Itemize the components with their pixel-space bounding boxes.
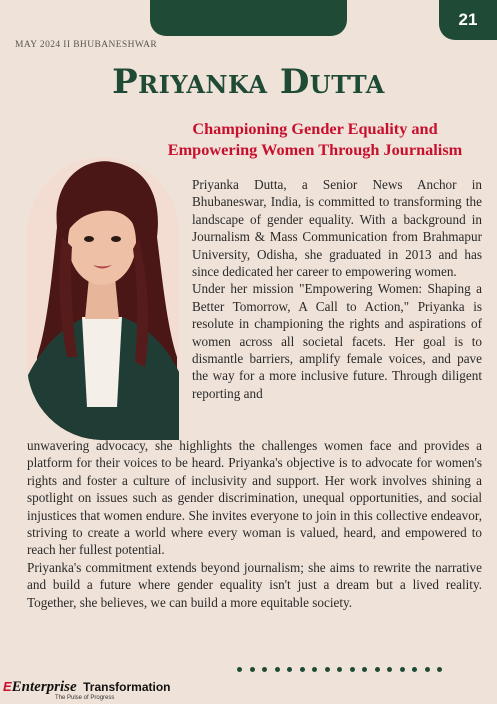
logo-tagline: The Pulse of Progress bbox=[55, 695, 115, 701]
page-number-badge bbox=[439, 0, 497, 40]
portrait-illustration bbox=[27, 157, 179, 440]
dot bbox=[350, 667, 355, 672]
dot bbox=[375, 667, 380, 672]
dot bbox=[275, 667, 280, 672]
decorative-dots bbox=[237, 667, 442, 672]
dot bbox=[325, 667, 330, 672]
logo-mark-icon: E bbox=[3, 679, 12, 694]
dot bbox=[400, 667, 405, 672]
article-column-text bbox=[192, 176, 482, 402]
article-paragraph-3: unwavering advocacy, she highlights the challenges women face and provides a platform for their voices to be heard. Priyanka's objective is to advocate for women's rights and foster a culture of inclusivity and support. Her work involves shining a spotlight on issues such as gender discrimination, unequal opportunities, and social injustices that women endure. She invites everyone to join in this collective endeavor, striving to create a world where every woman is valued, heard, and empowered to reach her fullest potential. bbox=[27, 438, 482, 558]
dot bbox=[437, 667, 442, 672]
logo-transformation-text: Transformation bbox=[83, 680, 171, 694]
article-title-name: Priyanka Dutta bbox=[112, 62, 385, 102]
dot bbox=[312, 667, 317, 672]
dot bbox=[262, 667, 267, 672]
dot bbox=[425, 667, 430, 672]
portrait-photo bbox=[27, 157, 179, 440]
subtitle-line-2: Empowering Women Through Journalism bbox=[167, 140, 463, 159]
issue-date-line: MAY 2024 II BHUBANESHWAR bbox=[15, 40, 158, 50]
dot bbox=[250, 667, 255, 672]
subtitle-line-1: Championing Gender Equality and bbox=[192, 119, 438, 138]
dot bbox=[412, 667, 417, 672]
logo-enterprise-text: Enterprise bbox=[11, 679, 77, 695]
article-paragraph-1: Priyanka Dutta, a Senior News Anchor in Bhubaneswar, India, is committed to transforming the landscape of gender equality. With a background in Journalism & Mass Communication from Brahmapur University, Odisha, she graduated in 2013 and has since dedicated her career to empowering women. bbox=[192, 177, 482, 280]
article-paragraph-4: Priyanka's commitment extends beyond journalism; she aims to rewrite the narrative and build a future where gender equality isn't just a dream but a lived reality. Together, she believes, we can build a more equitable society. bbox=[27, 559, 482, 610]
article-paragraph-2: Under her mission "Empowering Women: Shaping a Better Tomorrow, A Call to Action," Priyanka is resolute in championing the rights and aspirations of women across all societal facets. Her goal is to dismantle barriers, amplify female voices, and pave the way for a more inclusive future. Through diligent reporting and bbox=[192, 281, 482, 401]
dot bbox=[300, 667, 305, 672]
page-number: 21 bbox=[458, 10, 478, 29]
dot bbox=[337, 667, 342, 672]
article-full-width-text bbox=[27, 437, 482, 611]
dot bbox=[362, 667, 367, 672]
header-tab-decoration bbox=[150, 0, 347, 36]
publication-logo bbox=[3, 678, 171, 701]
dot bbox=[387, 667, 392, 672]
article-subtitle bbox=[130, 118, 497, 160]
dot bbox=[287, 667, 292, 672]
dot bbox=[237, 667, 242, 672]
